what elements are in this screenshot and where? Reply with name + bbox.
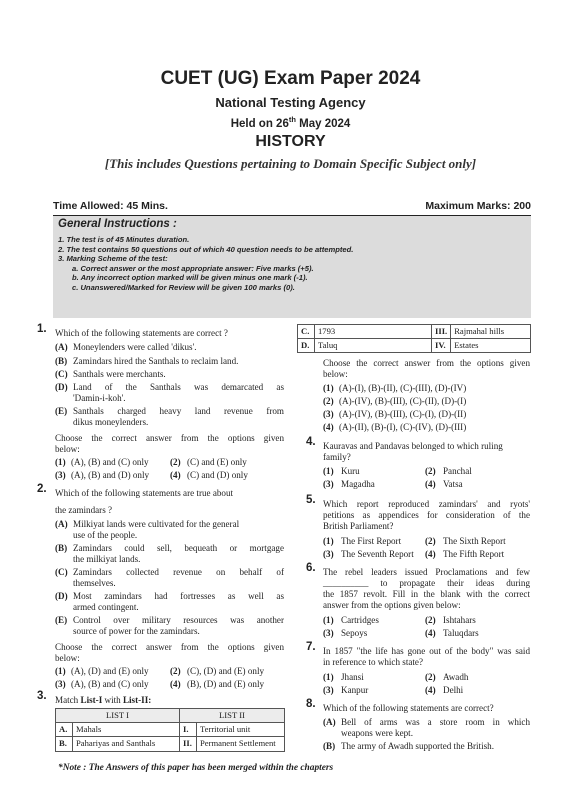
subject-title: HISTORY [255,133,326,150]
answer-text: (A), (D) and (E) only [71,666,149,676]
instructions-heading: General Instructions : [58,218,177,230]
answer-number: (2) [425,466,436,476]
answer-number: (2) [170,457,181,467]
table-row [298,325,531,339]
answer-text: Jhansi [341,672,364,682]
question-text-cont: __________ to propagate their ideas during [323,578,530,588]
exam-title: CUET (UG) Exam Paper 2024 [160,68,421,89]
answer-number: (2) [170,666,181,676]
question-text: The rebel leaders issued Proclamations and few [323,567,530,577]
option-text: Zamindars could sell, bequeath or mortgage [73,543,284,553]
answer-number: (3) [323,409,334,419]
answer-text: Ishtahars [443,615,476,625]
list-2-ref: List-II [122,695,149,705]
row-item: Taluq [315,339,432,353]
instruction-subitem: a. Correct answer or the most appropriate answer: Five marks (+5). [72,263,314,273]
answer-text: (A)-(II), (B)-(I), (C)-(IV), (D)-(III) [339,422,467,432]
answer-text: (C) and (E) only [187,457,247,467]
option-text-cont: 'Damin-i-koh'. [73,393,126,403]
answer-number: (4) [425,628,436,638]
row-item: Territorial unit [197,723,285,737]
answer-text: Delhi [443,685,464,695]
option-text-cont: armed contingent. [73,602,139,612]
instruction-item: 1. The test is of 45 Minutes duration. [58,235,190,244]
question-text: Which report reproduced zamindars' and ryots' [323,499,530,509]
option-text: Milkiyat lands were cultivated for the general [73,519,240,529]
row-key: B. [56,737,73,751]
question-text: Which of the following statements are correct? [323,703,494,713]
question-text-cont: British Parliament? [323,521,394,531]
answer-text: (C), (D) and (E) only [187,666,265,676]
option-text-cont: themselves. [73,578,116,588]
answer-number: (4) [425,479,436,489]
choose-instruction: Choose the correct answer from the options given [55,642,284,652]
answer-number: (2) [323,396,334,406]
question-number: 6. [306,562,316,574]
match-prefix: Match [55,695,81,705]
answer-number: (1) [323,466,334,476]
row-key: IV. [432,339,451,353]
option-text-cont: the milkiyat lands. [73,554,141,564]
row-item: Permanent Settlement [197,737,285,751]
instruction-item: 3. Marking Scheme of the test: [58,254,168,263]
row-item: Estates [451,339,531,353]
answer-text: (A), (B) and (C) only [71,679,149,689]
row-key: D. [298,339,315,353]
answer-text: The Fifth Report [443,549,505,559]
instruction-item: 2. The test contains 50 questions out of which 40 question needs to be attempted. [58,244,354,254]
choose-instruction: Choose the correct answer from the options given [55,433,284,443]
answer-number: (3) [55,679,66,689]
answer-number: (4) [323,422,334,432]
question-number: 5. [306,494,316,506]
option-text: Bell of arms was a store room in which [341,717,530,727]
question-text-cont: in reference to which state? [323,657,423,667]
footer-note: *Note : The Answers of this paper has been merged within the chapters [58,763,334,773]
option-key: (B) [55,356,68,366]
option-key: (A) [323,717,336,727]
option-key: (D) [55,382,68,392]
option-text-cont: use of the people. [73,530,138,540]
answer-number: (3) [55,470,66,480]
question-number: 1. [37,323,47,335]
row-key: I. [180,723,197,737]
row-key: II. [180,737,197,751]
choose-instruction: Choose the correct answer from the options given [323,358,530,368]
answer-number: (3) [323,479,334,489]
question-number: 2. [37,483,47,495]
answer-text: (C) and (D) only [187,470,248,480]
answer-text: Vatsa [443,479,463,489]
list-1-header: LIST I [56,709,180,723]
subject-note: [This includes Questions pertaining to Domain Specific Subject only] [104,156,477,171]
option-text: Land of the Santhals was demarcated as [73,382,284,392]
question-text: Which of the following statements are correct ? [55,328,228,338]
answer-number: (1) [55,666,66,676]
answer-text: Kanpur [341,685,369,695]
instruction-subitem: b. Any incorrect option marked will be given minus one mark (-1). [72,273,308,282]
answer-number: (1) [55,457,66,467]
question-text: Which of the following statements are true about [55,488,234,498]
answer-number: (1) [323,536,334,546]
match-colon: : [148,695,152,705]
option-key: (E) [55,615,68,625]
answer-number: (4) [170,470,181,480]
answer-text: (B), (D) and (E) only [187,679,265,689]
answer-text: Magadha [341,479,375,489]
answer-text: Sepoys [341,628,368,638]
row-item: Pahariyas and Santhals [73,737,180,751]
maximum-marks: Maximum Marks: 200 [425,200,531,212]
row-item: Mahals [73,723,180,737]
answer-text: Kuru [341,466,360,476]
answer-number: (1) [323,615,334,625]
answer-text: (A)-(I), (B)-(II), (C)-(III), (D)-(IV) [339,383,467,393]
answer-text: (A), (B) and (C) only [71,457,149,467]
question-text-cont: the 1857 revolt. Fill in the blank with the correct [323,589,530,599]
option-text-cont: dikus moneylenders. [73,417,149,427]
answer-text: (A)-(IV), (B)-(III), (C)-(I), (D)-(II) [339,409,467,419]
answer-text: Taluqdars [443,628,479,638]
question-number: 8. [306,698,316,710]
answer-number: (1) [323,672,334,682]
option-key: (C) [55,567,68,577]
agency-name: National Testing Agency [215,95,366,110]
answer-text: (A)-(IV), (B)-(III), (C)-(II), (D)-(I) [339,396,467,406]
list-2-header: LIST II [180,709,285,723]
choose-instruction-cont: below: [323,369,348,379]
question-text-cont: family? [323,452,351,462]
option-key: (B) [323,741,336,751]
option-text: The army of Awadh supported the British. [341,741,494,751]
option-text-cont: source of power for the zamindars. [73,626,200,636]
answer-number: (4) [425,685,436,695]
row-key: C. [298,325,315,339]
answer-number: (4) [425,549,436,559]
question-text: In 1857 "the life has gone out of the body" was said [323,646,530,656]
option-key: (D) [55,591,68,601]
question-text-cont: the zamindars ? [55,505,113,515]
answer-number: (2) [425,615,436,625]
list-1-ref: List-I [80,695,103,705]
option-text: Zamindars collected revenue on behalf of [73,567,284,577]
option-key: (A) [55,519,68,529]
match-table-part-2 [297,324,531,353]
option-text-cont: weapons were kept. [341,728,413,738]
row-item: Rajmahal hills [451,325,531,339]
time-allowed: Time Allowed: 45 Mins. [53,200,168,212]
answer-text: Cartridges [341,615,379,625]
option-text: Santhals were merchants. [73,369,166,379]
question-text-cont: answer from the options given below: [323,600,461,610]
question-number: 4. [306,436,316,448]
row-key: III. [432,325,451,339]
match-with: with [102,695,123,705]
answer-text: Awadh [443,672,469,682]
option-key: (B) [55,543,68,553]
question-text: Kauravas and Pandavas belonged to which ruling [323,441,503,451]
question-text-cont: petitions as appendices for consideration of the [323,510,530,520]
option-key: (E) [55,406,68,416]
choose-instruction-cont: below: [55,653,80,663]
option-text: Santhals charged heavy land revenue from [73,406,284,416]
option-text: Moneylenders were called 'dikus'. [73,342,197,352]
answer-number: (1) [323,383,334,393]
answer-text: The Seventh Report [341,549,414,559]
answer-text: The Sixth Report [443,536,506,546]
answer-number: (3) [323,628,334,638]
row-key: A. [56,723,73,737]
question-number: 7. [306,641,316,653]
answer-number: (4) [170,679,181,689]
answer-text: (A), (B) and (D) only [71,470,150,480]
option-key: (C) [55,369,68,379]
option-text: Most zamindars had fortresses as well as [73,591,284,601]
row-item: 1793 [315,325,432,339]
option-text: Zamindars hired the Santhals to reclaim land. [73,356,239,366]
table-row [298,339,531,353]
option-key: (A) [55,342,68,352]
answer-text: The First Report [341,536,402,546]
held-prefix: Held on 26 [230,117,289,130]
question-number: 3. [37,690,47,702]
instruction-subitem: c. Unanswered/Marked for Review will be given 100 marks (0). [72,282,295,292]
held-sup: th [288,115,296,124]
answer-text: Panchal [443,466,472,476]
answer-number: (3) [323,685,334,695]
option-text: Control over military resources was another [73,615,284,625]
answer-number: (3) [323,549,334,559]
answer-number: (2) [425,672,436,682]
answer-number: (2) [425,536,436,546]
held-suffix: May 2024 [295,117,351,130]
choose-instruction-cont: below: [55,444,80,454]
